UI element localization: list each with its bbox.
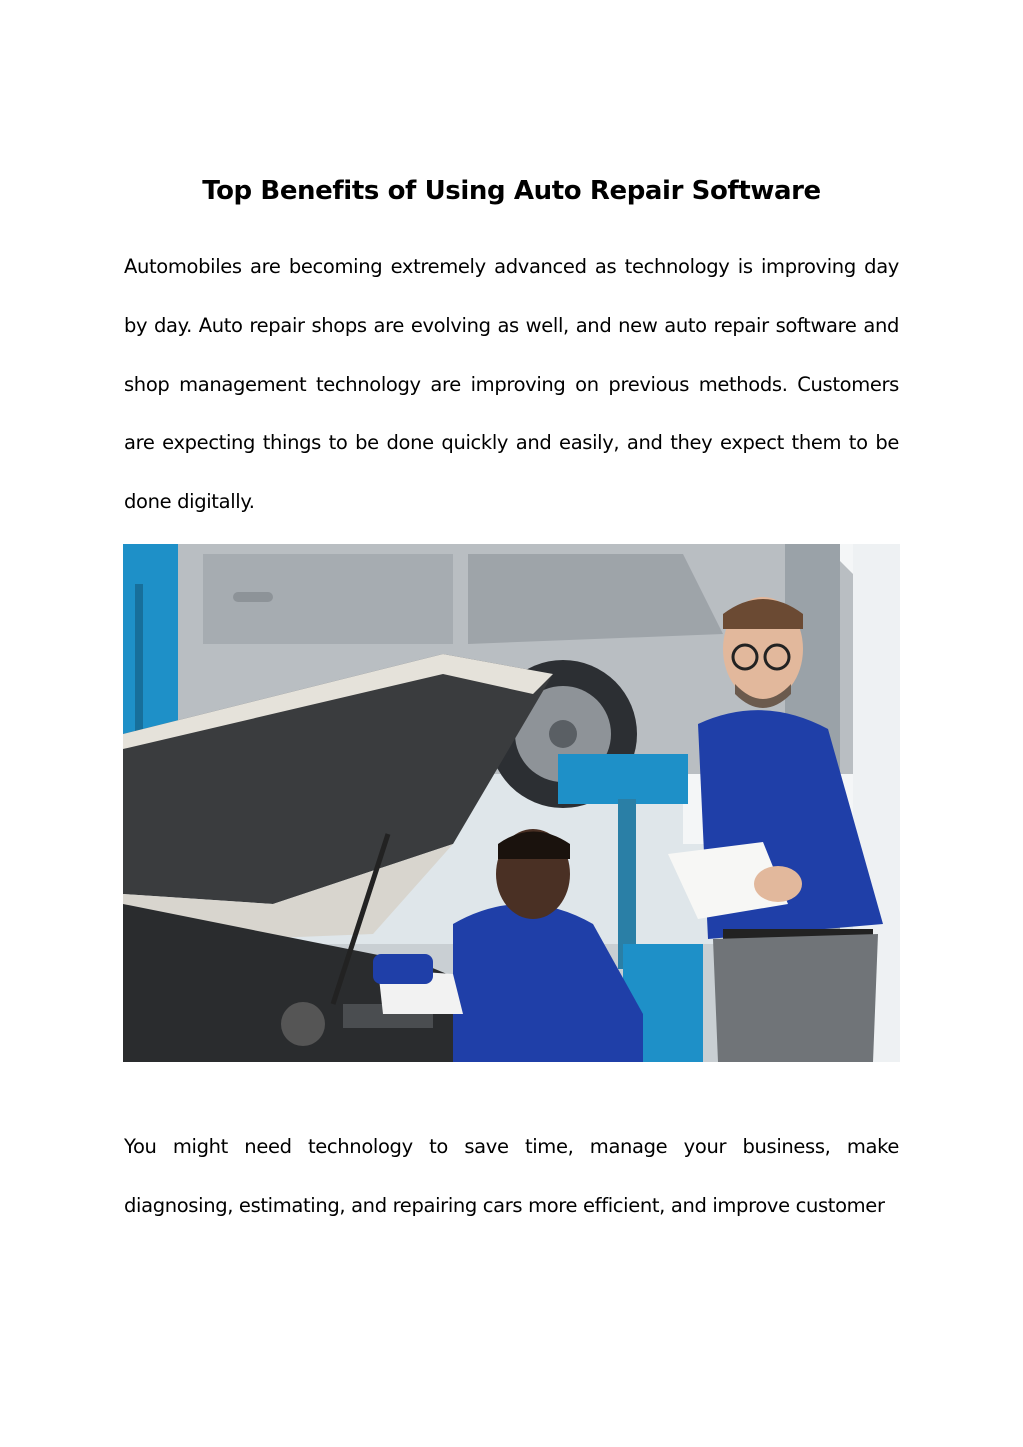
second-paragraph: You might need technology to save time, manage your business, make diagnosing, estimating, and repairing cars more efficient, and improve customer xyxy=(124,1135,899,1217)
intro-paragraph: Automobiles are becoming extremely advanced as technology is improving day by day. Auto repair shops are evolving as well, and new auto repair software and shop management technology are improving on previous methods. Customers are expecting things to be done quickly and easily, and they expect them to be done digitally. xyxy=(124,255,899,513)
mechanics-photo xyxy=(123,544,900,1062)
mechanics-photo-illustration xyxy=(123,544,900,1062)
page-title: Top Benefits of Using Auto Repair Software xyxy=(202,176,821,206)
